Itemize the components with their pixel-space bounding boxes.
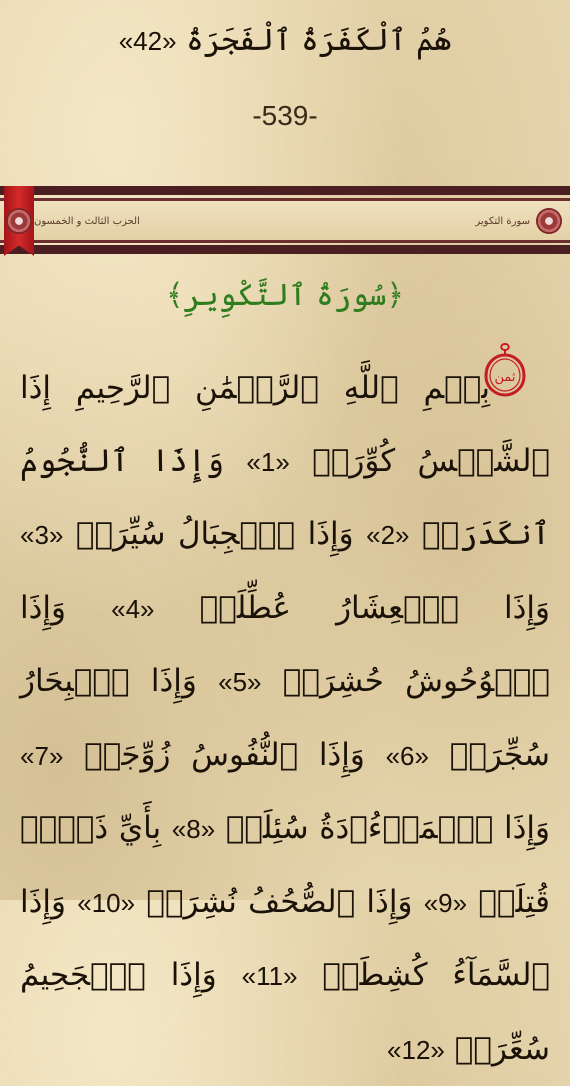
ayah-number: «11» bbox=[241, 961, 298, 991]
ayah-number: «9» bbox=[423, 887, 468, 918]
verse-text: إِذَا ٱلشَّمۡسُ كُوِّرَتۡ bbox=[20, 370, 550, 479]
ayah-number: «3» bbox=[20, 520, 64, 550]
page-number: -539- bbox=[252, 100, 318, 131]
ayah-number: «1» bbox=[246, 446, 290, 477]
verse-text: وَإِذَا ٱلۡوُحُوشُ حُشِرَتۡ bbox=[20, 589, 551, 699]
hizb-label: الحزب الثالث و الخمسون bbox=[34, 216, 140, 227]
ayah-number: «10» bbox=[77, 887, 136, 918]
rosette-icon bbox=[536, 208, 562, 234]
ayah-number: «2» bbox=[366, 520, 410, 550]
previous-ayah bbox=[0, 14, 570, 68]
ayah-number: «42» bbox=[118, 26, 177, 56]
verse-text: وَإِذَا ٱلۡبِحَارُ سُجِّرَتۡ bbox=[20, 663, 551, 773]
verse-text: وَإِذَا ٱلۡجَحِيمُ سُعِّرَتۡ bbox=[20, 957, 550, 1067]
verse-text: وَإِذَا ٱلسَّمَآءُ كُشِطَتۡ bbox=[20, 883, 550, 993]
verse-text: وَإِذَا ٱلنُّجُومُ ٱنكَدَرَتۡ bbox=[20, 442, 551, 552]
basmala: بِسۡمِ ٱللَّهِ ٱلرَّحۡمَٰنِ ٱلرَّحِيمِ bbox=[75, 370, 491, 406]
ayah-number: «12» bbox=[387, 1034, 445, 1065]
verse-text: وَإِذَا ٱلۡجِبَالُ سُيِّرَتۡ bbox=[75, 516, 354, 552]
verse-text: وَإِذَا ٱلصُّحُفُ نُشِرَتۡ bbox=[146, 883, 413, 920]
ayah-number: «7» bbox=[20, 740, 64, 771]
surah-title: ﴿سُورَةُ ٱلتَّكْوِيرِ﴾ bbox=[165, 278, 405, 313]
ayah-number: «8» bbox=[171, 814, 216, 844]
verse-text: وَإِذَا ٱلۡمَوۡءُۥدَةُ سُئِلَتۡ bbox=[225, 810, 551, 846]
ayah-number: «5» bbox=[218, 667, 262, 697]
surah-name-label: سورة التكوير bbox=[475, 216, 530, 227]
previous-ayah-text: هُمُ ٱلْكَفَرَةُ ٱلْفَجَرَةُ bbox=[186, 23, 452, 58]
verses-block bbox=[20, 352, 550, 1086]
verse-text: بِأَيِّ ذَنۢبٖ قُتِلَتۡ bbox=[20, 810, 550, 920]
ayah-number: «4» bbox=[111, 593, 155, 624]
band-border-top bbox=[0, 186, 570, 195]
band-border-bottom bbox=[0, 245, 570, 254]
ayah-number: «6» bbox=[385, 740, 429, 771]
thumn-label: ثمن bbox=[494, 370, 516, 385]
rosette-icon bbox=[6, 208, 32, 234]
band-border-bottom-inner bbox=[0, 240, 570, 243]
verse-text: وَإِذَا ٱلنُّفُوسُ زُوِّجَتۡ bbox=[84, 736, 365, 773]
verse-text: وَإِذَا ٱلۡعِشَارُ عُطِّلَتۡ bbox=[199, 589, 551, 626]
surah-header-band bbox=[0, 186, 570, 260]
